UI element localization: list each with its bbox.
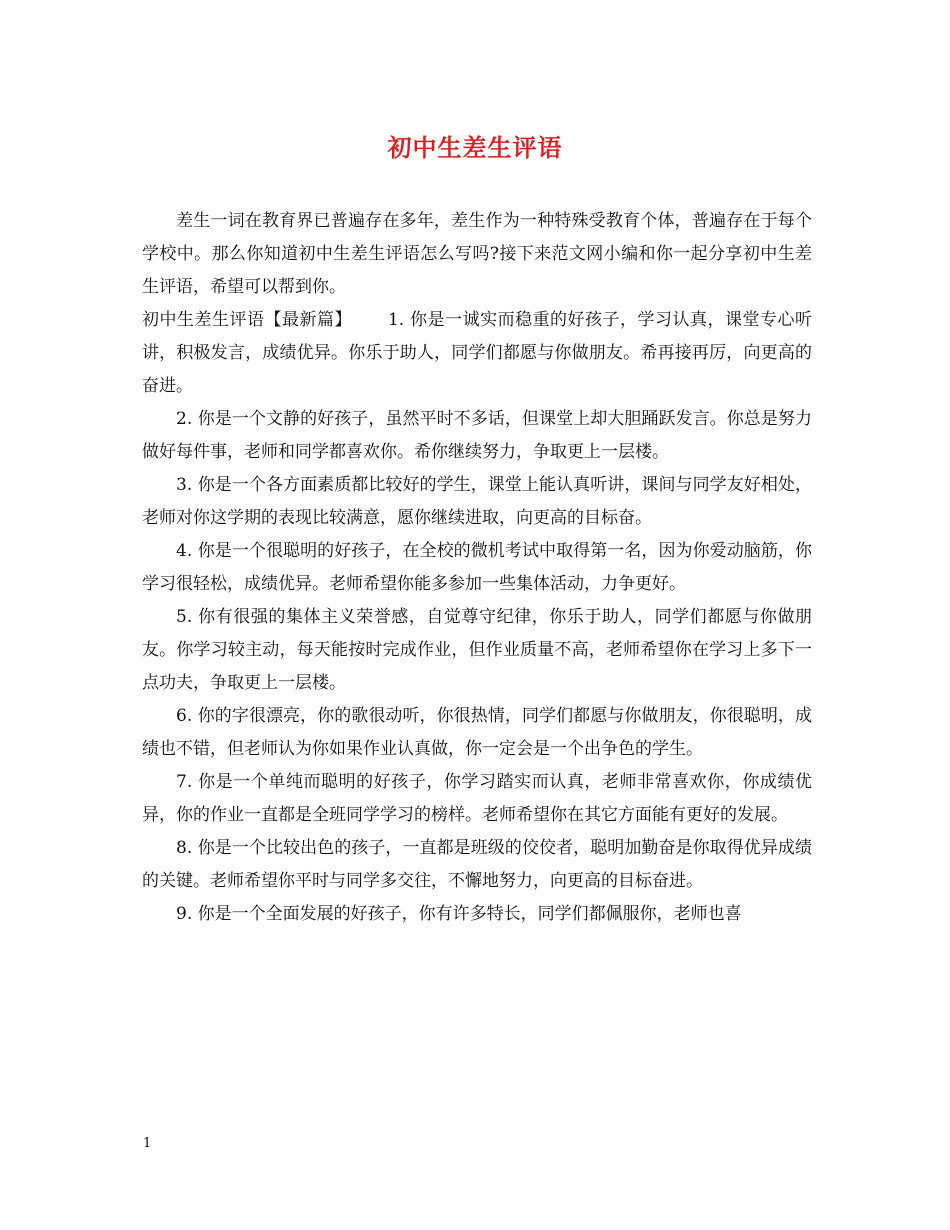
item-paragraph-1 [142, 304, 812, 403]
item-paragraph-2: 2. 你是一个文静的好孩子，虽然平时不多话，但课堂上却大胆踊跃发言。你总是努力做好每件事，老师和同学都喜欢你。希你继续努力，争取更上一层楼。 [142, 409, 812, 462]
page-number: 1 [143, 1136, 152, 1151]
document-body [142, 205, 812, 931]
item-paragraph-9: 9. 你是一个全面发展的好孩子，你有许多特长，同学们都佩服你，老师也喜 [176, 904, 742, 924]
item-paragraph-4: 4. 你是一个很聪明的好孩子，在全校的微机考试中取得第一名，因为你爱动脑筋，你学习很轻松，成绩优异。老师希望你能多参加一些集体活动，力争更好。 [142, 541, 812, 594]
item-text: 1. 你是一诚实而稳重的好孩子，学习认真，课堂专心听讲，积极发言，成绩优异。你乐于助人，同学们都愿与你做朋友。希再接再厉，向更高的奋进。 [142, 310, 813, 396]
item-paragraph-7: 7. 你是一个单纯而聪明的好孩子，你学习踏实而认真，老师非常喜欢你，你成绩优异，你的作业一直都是全班同学学习的榜样。老师希望你在其它方面能有更好的发展。 [142, 772, 812, 825]
section-heading: 初中生差生评语【最新篇】 [142, 310, 352, 330]
item-paragraph-3: 3. 你是一个各方面素质都比较好的学生，课堂上能认真听讲，课间与同学友好相处，老师对你这学期的表现比较满意，愿你继续进取，向更高的目标奋。 [142, 475, 812, 528]
intro-paragraph: 差生一词在教育界已普遍存在多年，差生作为一种特殊受教育个体，普遍存在于每个学校中。那么你知道初中生差生评语怎么写吗?接下来范文网小编和你一起分享初中生差生评语，希望可以帮到你。 [142, 211, 812, 297]
document-title: 初中生差生评语 [387, 133, 563, 162]
item-paragraph-5: 5. 你有很强的集体主义荣誉感，自觉尊守纪律，你乐于助人，同学们都愿与你做朋友。你学习较主动，每天能按时完成作业，但作业质量不高，老师希望你在学习上多下一点功夫，争取更上一层楼。 [142, 607, 812, 693]
item-paragraph-8: 8. 你是一个比较出色的孩子，一直都是班级的佼佼者，聪明加勤奋是你取得优异成绩的关键。老师希望你平时与同学多交往，不懈地努力，向更高的目标奋进。 [142, 838, 812, 891]
item-paragraph-6: 6. 你的字很漂亮，你的歌很动听，你很热情，同学们都愿与你做朋友，你很聪明，成绩也不错，但老师认为你如果作业认真做，你一定会是一个出争色的学生。 [142, 706, 812, 759]
